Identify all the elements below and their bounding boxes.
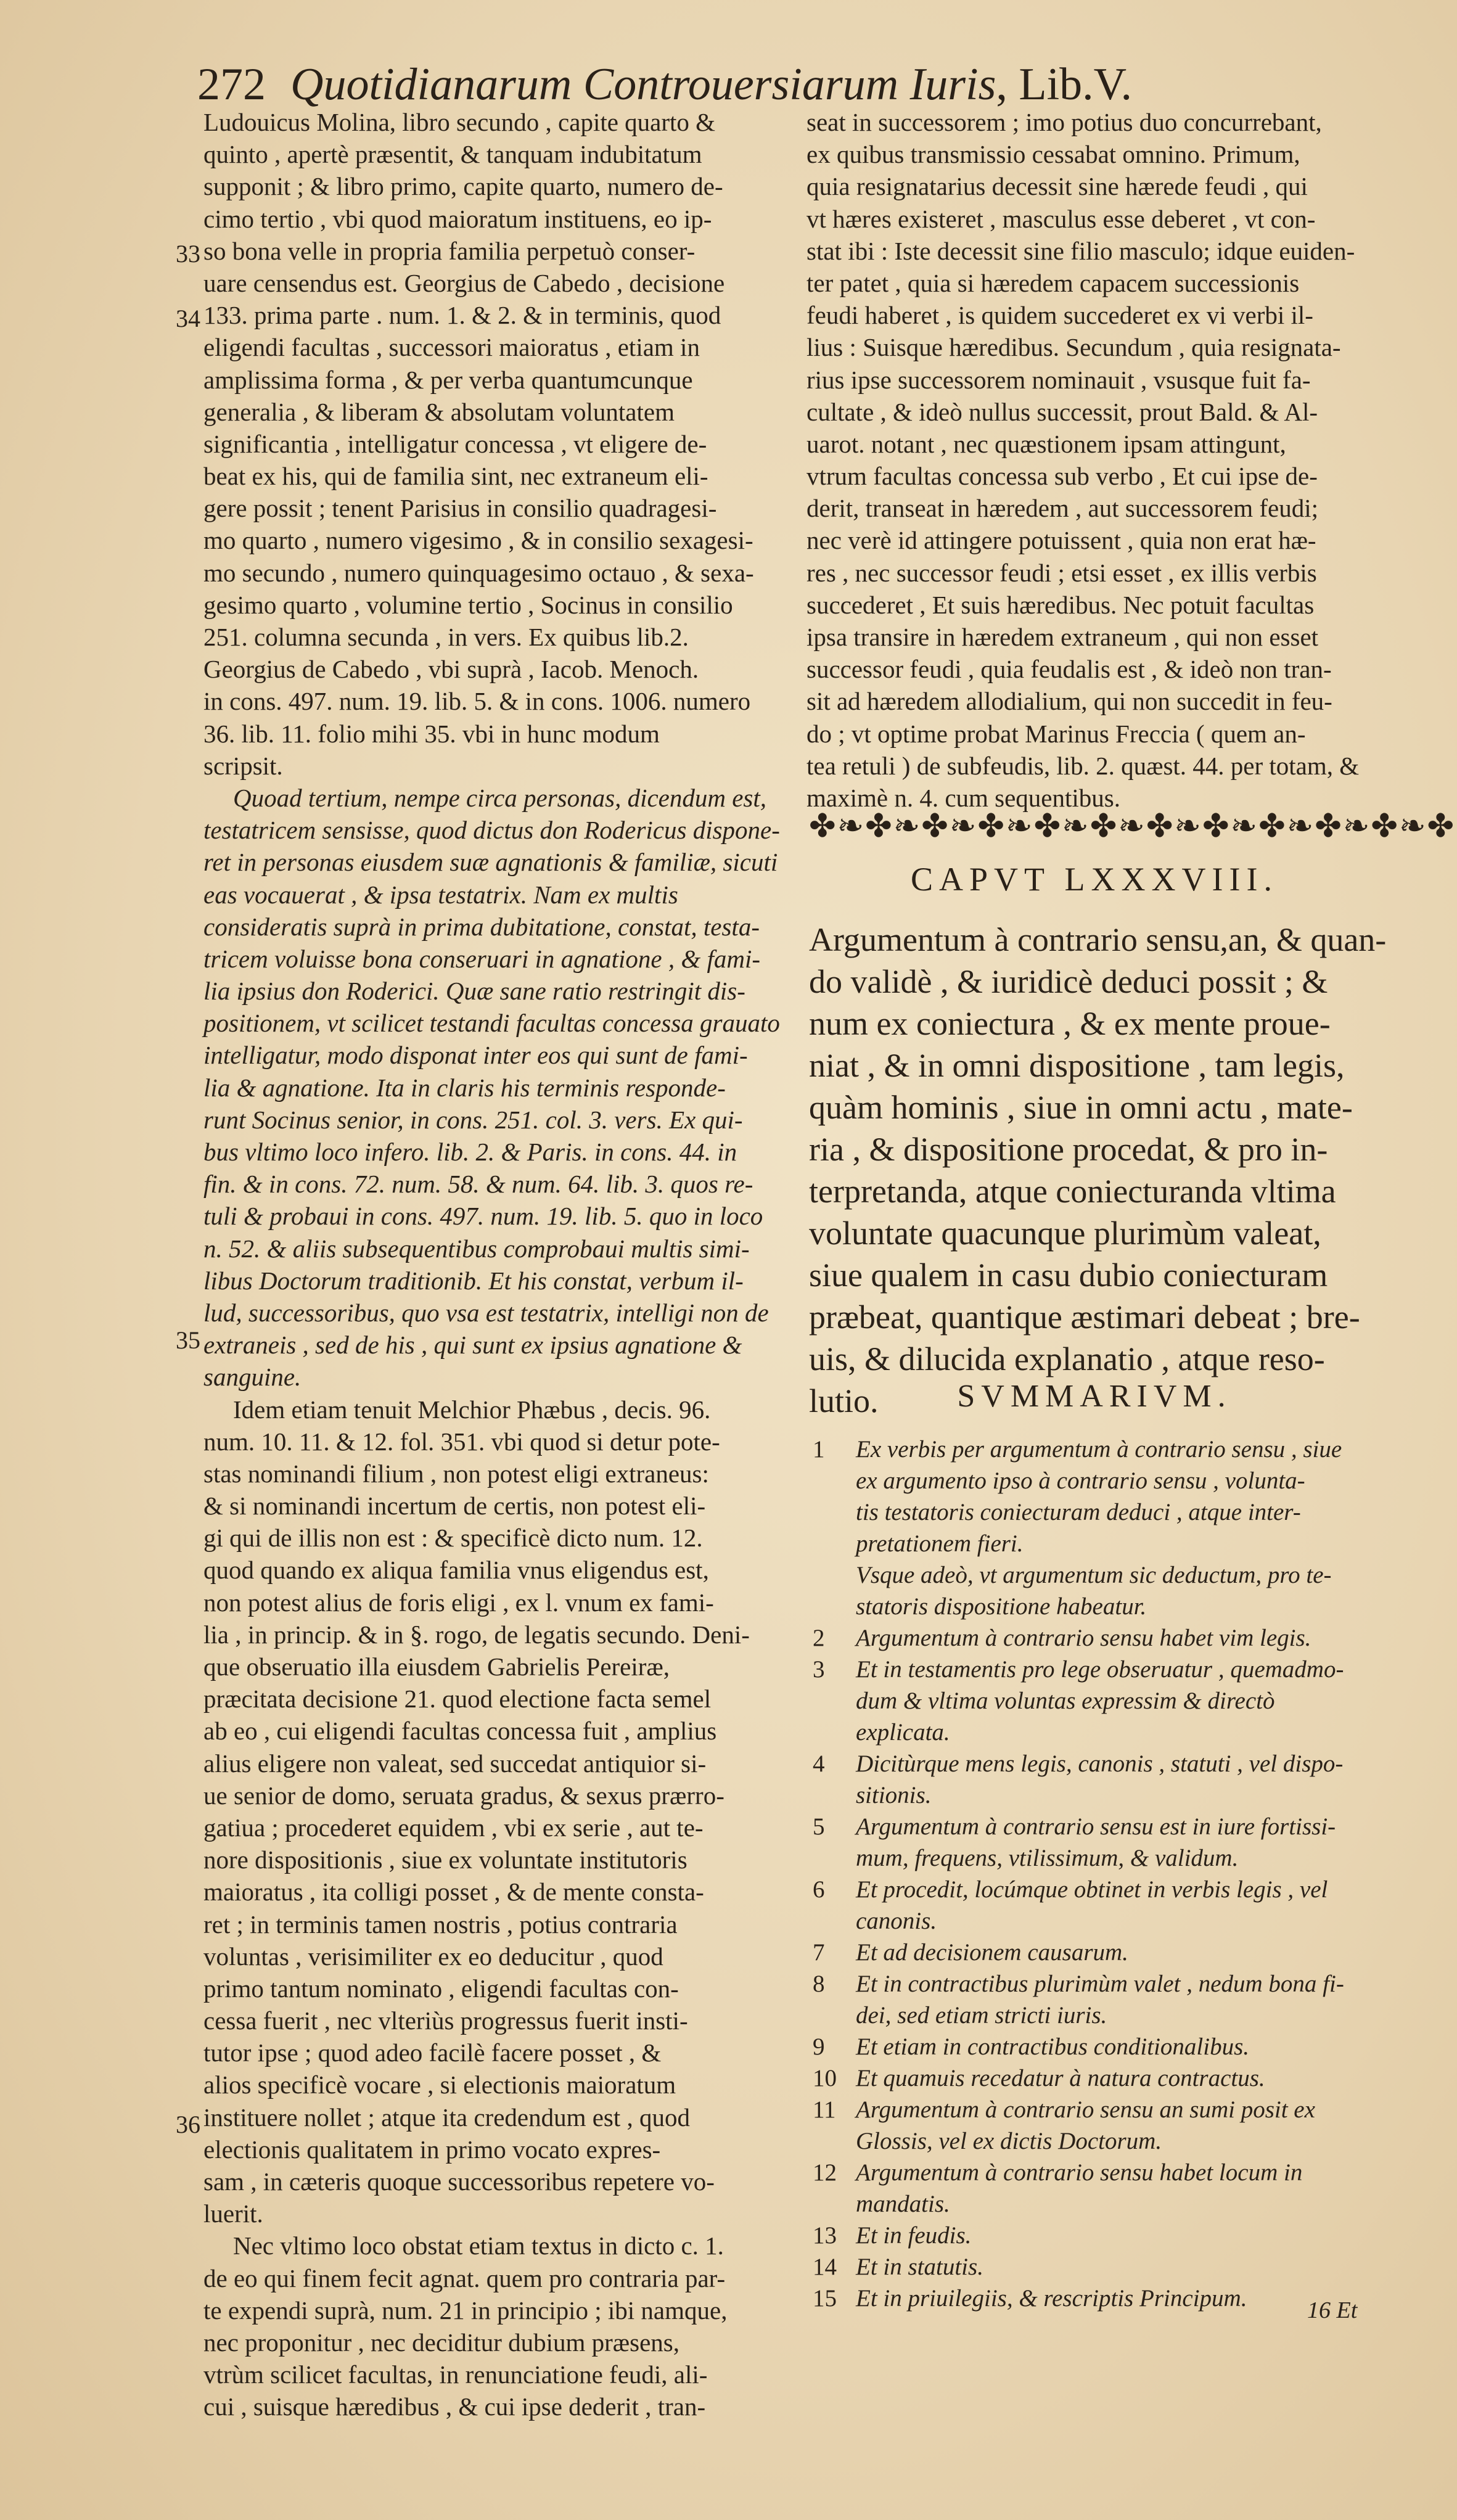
text-line: fin. & in cons. 72. num. 58. & num. 64. lib. 3. quos re- [203,1170,753,1199]
text-line: gesimo quarto , volumine tertio , Socinus in consilio [203,590,733,619]
summary-item-text [856,2031,1249,2062]
argument-line: siue qualem in casu dubio coniecturam [809,1257,1328,1294]
chapter-heading: CAPVT LXXXVIII. [911,861,1278,898]
text-line: successor feudi , quia feudalis est , & ideò non tran- [806,655,1332,684]
text-line: cimo tertio , vbi quod maioratum instituens, eo ip- [203,204,712,233]
summary-item-number: 1 [813,1436,825,1463]
text-line: succederet , Et suis hæredibus. Nec potuit facultas [806,590,1315,619]
summary-line: mandatis. [856,2191,950,2217]
summary-line: dei, sed etiam stricti iuris. [856,2002,1107,2029]
summary-item-text [856,2283,1247,2314]
text-line: lia , in princip. & in §. rogo, de legatis secundo. Deni- [203,1620,750,1649]
text-line: cessa fuerit , nec vlteriùs progressus fuerit insti- [203,2006,688,2035]
summary-line: Argumentum à contrario sensu an sumi posit ex [856,2096,1315,2123]
summary-list [813,1434,1392,2314]
text-line: libus Doctorum traditionib. Et his constat, verbum il- [203,1266,744,1295]
summary-line: Glossis, vel ex dictis Doctorum. [856,2128,1162,2154]
text-line: vtrùm scilicet facultas, in renunciatione feudi, ali- [203,2360,708,2389]
text-line: feudi haberet , is quidem succederet ex vi verbi il- [806,301,1313,330]
text-line: bus vltimo loco infero. lib. 2. & Paris. in cons. 44. in [203,1138,737,1166]
summary-item-number: 5 [813,1813,825,1840]
summary-line: sitionis. [856,1782,932,1808]
summary-line: Et in statutis. [856,2254,983,2280]
summary-item-text [856,1654,1344,1748]
text-line: præcitata decisione 21. quod electione facta semel [203,1685,712,1714]
text-line: nec proponitur , nec deciditur dubium præsens, [203,2328,679,2357]
right-column [806,106,1386,814]
summary-item [813,1968,1392,2031]
summary-item [813,2283,1392,2314]
text-line: stas nominandi filium , non potest eligi extraneus: [203,1459,709,1488]
text-line: eligendi facultas , successori maioratus , etiam in [203,333,700,362]
text-line: 133. prima parte . num. 1. & 2. & in terminis, quod [203,301,721,330]
chapter-argument [809,919,1389,1422]
text-line: electionis qualitatem in primo vocato expres- [203,2135,661,2164]
text-line: ter patet , quia si hæredem capacem successionis [806,268,1300,297]
margin-number: 35 [176,1326,200,1354]
text-line: de eo qui finem fecit agnat. quem pro contraria par- [203,2263,726,2292]
text-line: alius eligere non valeat, sed succedat antiquior si- [203,1749,707,1778]
text-line: luerit. [203,2199,263,2228]
summary-item [813,1654,1392,1748]
text-line: ex quibus transmissio cessabat omnino. Primum, [806,140,1300,169]
summary-heading: SVMMARIVM. [957,1379,1232,1414]
text-line: tricem voluisse bona conseruari in agnatione , & fami- [203,944,761,973]
summary-item-number: 4 [813,1750,825,1777]
text-line: amplissima forma , & per verba quantumcunque [203,365,693,394]
summary-item-text [856,2094,1315,2157]
summary-item-text [856,1937,1128,1968]
summary-line: canonis. [856,1908,937,1934]
argument-line: niat , & in omni dispositione , tam legis, [809,1047,1345,1084]
text-line: primo tantum nominato , eligendi facultas con- [203,1974,679,2003]
text-line: Georgius de Cabedo , vbi suprà , Iacob. Menoch. [203,655,699,684]
text-line: mo quarto , numero vigesimo , & in consilio sexagesi- [203,526,753,555]
summary-item [813,2031,1392,2062]
summary-line: Argumentum à contrario sensu habet vim legis. [856,1625,1311,1651]
summary-line: ex argumento ipso à contrario sensu , volunta- [856,1467,1305,1494]
margin-number: 33 [176,240,200,268]
text-line: & si nominandi incertum de certis, non potest eli- [203,1492,706,1521]
text-line: quod quando ex aliqua familia vnus eligendus est, [203,1556,709,1585]
text-line: mo secundo , numero quinquagesimo octauo , & sexa- [203,558,754,587]
summary-item-number: 15 [813,2285,837,2312]
book-label: , Lib.V. [996,59,1133,110]
summary-line: Et in testamentis pro lege obseruatur , quemadmo- [856,1656,1344,1683]
text-line: tuli & probaui in cons. 497. num. 19. lib. 5. quo in loco [203,1202,763,1231]
text-line: gi qui de illis non est : & specificè dicto num. 12. [203,1524,703,1553]
summary-item [813,1748,1392,1811]
text-line: ret in personas eiusdem suæ agnationis & familiæ, sicuti [203,848,778,877]
margin-number: 36 [176,2111,200,2138]
text-line: alios specificè vocare , si electionis maioratum [203,2071,676,2099]
summary-line: Et etiam in contractibus conditionalibus. [856,2034,1250,2060]
summary-item-text [856,2157,1302,2220]
text-line: sit ad hæredem allodialium, qui non succedit in feu- [806,687,1332,716]
argument-line: quàm hominis , siue in omni actu , mate- [809,1089,1353,1126]
summary-item [813,2251,1392,2283]
argument-line: uis, & dilucida explanatio , atque reso- [809,1340,1325,1377]
text-line: que obseruatio illa eiusdem Gabrielis Pereiræ, [203,1652,670,1681]
text-line: vt hæres existeret , masculus esse deberet , vt con- [806,204,1316,233]
summary-line: pretationem fieri. [856,1530,1024,1557]
summary-item-number: 10 [813,2065,837,2091]
text-line: extraneis , sed de his , qui sunt ex ipsius agnatione & [203,1331,742,1360]
text-line: lius : Suisque hæredibus. Secundum , quia resignata- [806,333,1341,362]
left-column [203,106,780,2423]
argument-line: terpretanda, atque coniecturanda vltima [809,1173,1336,1210]
summary-line: explicata. [856,1719,950,1746]
text-line: in cons. 497. num. 19. lib. 5. & in cons. 1006. numero [203,687,751,716]
summary-item-number: 9 [813,2034,825,2060]
summary-item-text [856,1874,1328,1937]
argument-line: num ex coniectura , & ex mente proue- [809,1005,1331,1042]
text-line: derit, transeat in hæredem , aut successorem feudi; [806,494,1318,523]
text-line: non potest alius de foris eligi , ex l. vnum ex fami- [203,1588,714,1617]
summary-item [813,1434,1392,1559]
text-line: supponit ; & libro primo, capite quarto, numero de- [203,172,723,201]
text-line: nore dispositionis , siue ex voluntate institutoris [203,1845,687,1874]
text-line: sam , in cæteris quoque successoribus repetere vo- [203,2167,715,2196]
text-line: voluntas , verisimiliter ex eo deducitur , quod [203,1942,663,1971]
summary-item-text [856,2251,983,2283]
text-line: res , nec successor feudi ; etsi esset , ex illis verbis [806,558,1317,587]
summary-item-text [856,1968,1344,2031]
summary-item-number: 14 [813,2254,837,2280]
summary-item-number: 12 [813,2159,837,2186]
summary-item-text [856,1748,1343,1811]
argument-line: præbeat, quantique æstimari debeat ; bre- [809,1299,1360,1336]
summary-line: Ex verbis per argumentum à contrario sensu , siue [856,1436,1342,1463]
page-number: 272 [197,59,266,110]
text-line: num. 10. 11. & 12. fol. 351. vbi quod si detur pote- [203,1427,720,1456]
summary-line: Et in priuilegiis, & rescriptis Principum. [856,2285,1247,2312]
text-line: beat ex his, qui de familia sint, nec extraneum eli- [203,462,708,491]
argument-line: do validè , & iuridicè deduci possit ; & [809,963,1328,1000]
text-line: nec verè id attingere potuissent , quia non erat hæ- [806,526,1316,555]
text-line: Idem etiam tenuit Melchior Phæbus , decis. 96. [233,1395,711,1424]
text-line: maioratus , ita colligi posset , & de mente consta- [203,1878,704,1906]
summary-line: Vsque adeò, vt argumentum sic deductum, pro te- [856,1562,1332,1588]
text-line: lud, successoribus, quo vsa est testatrix, intelligi non de [203,1298,769,1327]
text-line: 251. columna secunda , in vers. Ex quibus lib.2. [203,623,689,651]
text-line: sanguine. [203,1363,302,1392]
summary-line: Argumentum à contrario sensu est in iure fortissi- [856,1813,1336,1840]
summary-line: Et procedit, locúmque obtinet in verbis legis , vel [856,1876,1328,1903]
text-line: Nec vltimo loco obstat etiam textus in dicto c. 1. [233,2231,724,2260]
summary-line: statoris dispositione habeatur. [856,1593,1147,1620]
summary-item-number: 13 [813,2222,837,2249]
summary-item [813,1811,1392,1874]
text-line: ret ; in terminis tamen nostris , potius contraria [203,1910,678,1939]
text-line: seat in successorem ; imo potius duo concurrebant, [806,108,1322,136]
text-line: cultate , & ideò nullus successit, prout Bald. & Al- [806,397,1318,426]
text-line: generalia , & liberam & absolutam voluntatem [203,397,675,426]
summary-item-text [856,1811,1336,1874]
argument-line: voluntate quacunque plurimùm valeat, [809,1215,1321,1252]
summary-line: Dicitùrque mens legis, canonis , statuti , vel dispo- [856,1750,1344,1777]
running-header [197,57,1369,112]
summary-item-number [813,1559,856,1622]
text-line: uare censendus est. Georgius de Cabedo , decisione [203,268,725,297]
summary-line: dum & vltima voluntas expressim & directò [856,1688,1275,1714]
argument-line: Argumentum à contrario sensu,an, & quan- [809,921,1387,958]
summary-item-text [856,1559,1332,1622]
text-line: 36. lib. 11. folio mihi 35. vbi in hunc modum [203,719,660,748]
summary-item [813,2157,1392,2220]
summary-line: Argumentum à contrario sensu habet locum in [856,2159,1303,2186]
text-line: rius ipse successorem nominauit , vsusque fuit fa- [806,365,1311,394]
summary-line: Et quamuis recedatur à natura contractus. [856,2065,1265,2091]
summary-item-number: 6 [813,1876,825,1903]
text-line: cui , suisque hæredibus , & cui ipse dederit , tran- [203,2392,706,2421]
summary-item-number: 11 [813,2096,836,2123]
text-line: runt Socinus senior, in cons. 251. col. 3. vers. Ex qui- [203,1105,743,1134]
argument-line: ria , & dispositione procedat, & pro in- [809,1131,1328,1168]
text-line: gere possit ; tenent Parisius in consilio quadragesi- [203,494,717,523]
text-line: gatiua ; procederet equidem , vbi ex serie , aut te- [203,1813,704,1842]
summary-line: Et in feudis. [856,2222,972,2249]
text-line: ue senior de domo, seruata gradus, & sexus prærro- [203,1781,724,1810]
text-line: positionem, vt scilicet testandi facultas concessa grauato [203,1009,780,1038]
text-line: vtrum facultas concessa sub verbo , Et cui ipse de- [806,462,1318,491]
text-line: instituere nollet ; atque ita credendum est , quod [203,2103,691,2132]
summary-item [813,1622,1392,1654]
summary-item [813,1937,1392,1968]
argument-line: lutio. [809,1382,879,1419]
summary-item [813,1559,1392,1622]
summary-item-number: 2 [813,1625,825,1651]
summary-item-text [856,1434,1342,1559]
text-line: ab eo , cui eligendi facultas concessa fuit , amplius [203,1717,717,1746]
summary-item-number: 7 [813,1939,825,1966]
text-line: lia & agnatione. Ita in claris his terminis responde- [203,1073,726,1102]
text-line: do ; vt optime probat Marinus Freccia ( quem an- [806,719,1306,748]
summary-item-text [856,2220,971,2251]
summary-item [813,2094,1392,2157]
summary-line: Et ad decisionem causarum. [856,1939,1128,1966]
margin-number: 34 [176,305,200,332]
text-line: lia ipsius don Roderici. Quæ sane ratio restringit dis- [203,977,745,1006]
text-line: ipsa transire in hæredem extraneum , qui non esset [806,623,1319,651]
text-line: so bona velle in propria familia perpetuò conser- [203,236,696,265]
text-line: Quoad tertium, nempe circa personas, dicendum est, [233,783,767,812]
text-line: tea retuli ) de subfeudis, lib. 2. quæst. 44. per totam, & [806,751,1360,780]
text-line: significantia , intelligatur concessa , vt eligere de- [203,429,707,458]
text-line: n. 52. & aliis subsequentibus comprobaui multis simi- [203,1234,750,1263]
text-line: quia resignatarius decessit sine hærede feudi , qui [806,172,1308,201]
text-line: quinto , apertè præsentit, & tanquam indubitatum [203,140,702,169]
text-line: maximè n. 4. cum sequentibus. [806,783,1120,812]
summary-line: tis testatoris coniecturam deduci , atque inter- [856,1499,1301,1525]
text-line: scripsit. [203,751,283,780]
text-line: testatricem sensisse, quod dictus don Rodericus dispone- [203,816,780,845]
summary-item-number: 3 [813,1656,825,1683]
summary-line: Et in contractibus plurimùm valet , nedum bona fi- [856,1971,1344,1997]
text-line: uarot. notant , nec quæstionem ipsam attingunt, [806,429,1286,458]
summary-item [813,2220,1392,2251]
text-line: stat ibi : Iste decessit sine filio masculo; idque euiden- [806,236,1355,265]
text-line: consideratis suprà in prima dubitatione, constat, testa- [203,912,760,941]
printers-ornament: ✤❧✤❧✤❧✤❧✤❧✤❧✤❧✤❧✤❧✤❧✤❧✤ [809,809,1456,844]
summary-item-text [856,1622,1311,1654]
catchword: 16 Et [1307,2297,1358,2323]
text-line: intelligatur, modo disponat inter eos qui sunt de fami- [203,1041,748,1070]
running-title: Quotidianarum Controuersiarum Iuris [290,59,996,110]
summary-line: mum, frequens, vtilissimum, & validum. [856,1845,1239,1871]
summary-item-number: 8 [813,1971,825,1997]
text-line: te expendi suprà, num. 21 in principio ; ibi namque, [203,2296,728,2325]
summary-item-text [856,2062,1265,2094]
text-line: tutor ipse ; quod adeo facilè facere posset , & [203,2038,662,2067]
text-line: eas vocauerat , & ipsa testatrix. Nam ex multis [203,880,678,909]
summary-item [813,1874,1392,1937]
summary-item [813,2062,1392,2094]
text-line: Ludouicus Molina, libro secundo , capite quarto & [203,108,716,136]
